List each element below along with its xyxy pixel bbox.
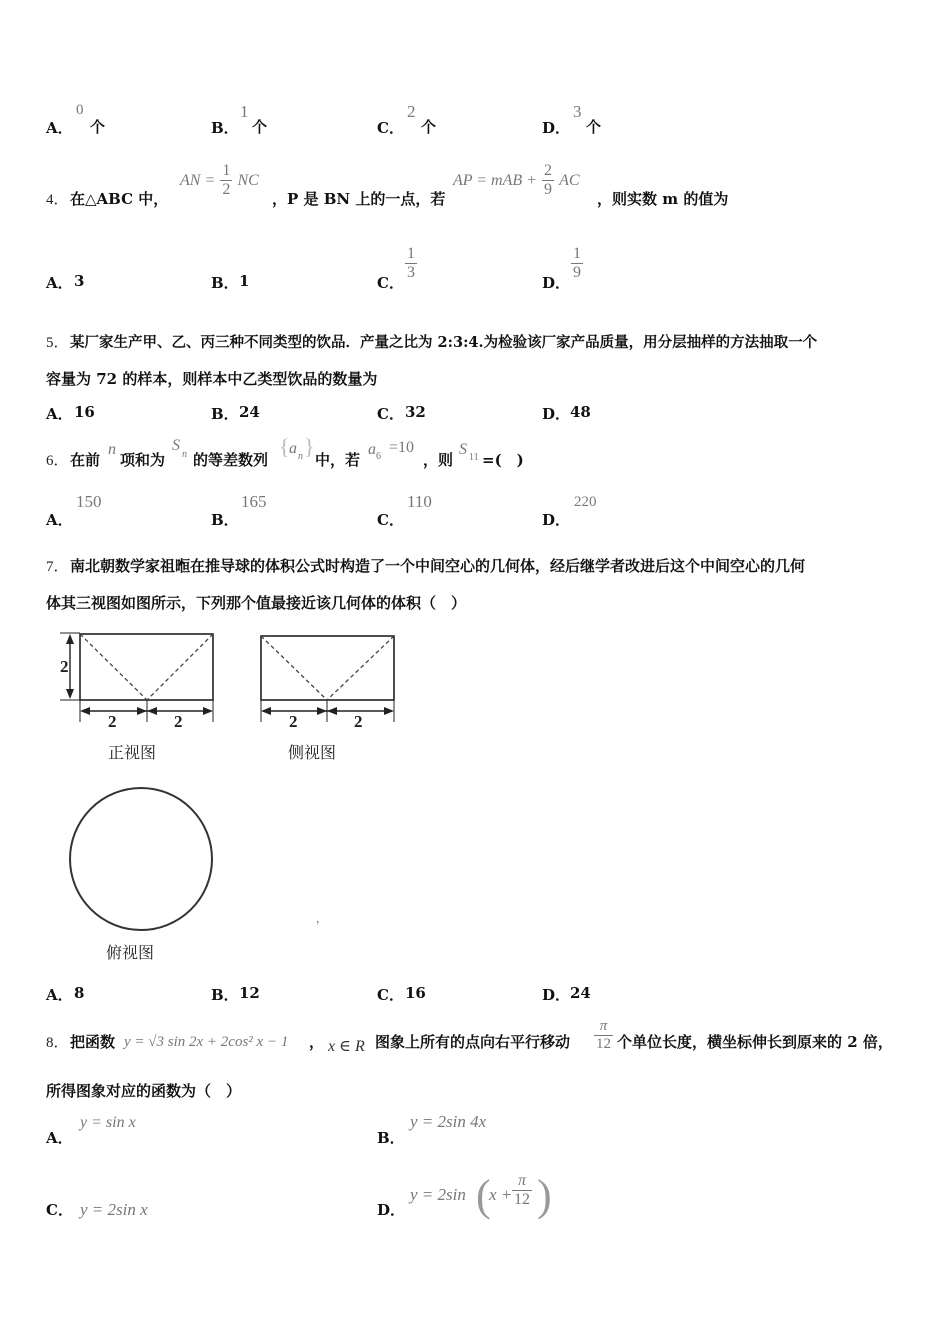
q8-option-d-x: x +: [489, 1185, 513, 1204]
q4-eq2-left: AP = mAB +: [453, 172, 537, 189]
q4-option-d-num: 1: [573, 245, 581, 262]
front-view-width-right: 2: [174, 712, 183, 730]
q7-top-view-caption: 俯视图: [106, 943, 155, 962]
q8-option-a-label: A．: [46, 1129, 73, 1147]
q3-option-d-label: D．: [542, 119, 571, 137]
q4-eq2-den: 9: [544, 181, 553, 198]
q8-text-3: 图象上所有的点向右平行移动: [375, 1033, 571, 1051]
q4-option-c-den: 3: [407, 264, 415, 281]
q4-option-b-value: 1: [239, 272, 250, 290]
q4-option-d-den: 9: [573, 264, 581, 281]
side-view-width-left: 2: [289, 712, 298, 730]
q6-option-d-value: 220: [574, 494, 597, 510]
q7-option-b-label: B．: [211, 986, 239, 1004]
q8-option-c-label: C．: [46, 1201, 73, 1219]
q8-option-c-value: y = 2sin x: [80, 1200, 148, 1219]
q8-option-d-den: 12: [514, 1191, 530, 1208]
q8-option-d-label: D．: [377, 1201, 406, 1219]
q8-option-d-prefix: y = 2sin: [410, 1185, 466, 1204]
q7-line-2: 体其三视图如图所示，下列那个值最接近该几何体的体积（ ）: [46, 594, 467, 612]
q8-shift-den: 12: [596, 1036, 611, 1052]
q6-text-1: 在前: [70, 451, 101, 469]
q6-option-c-label: C．: [377, 511, 404, 529]
q4-equation-2: [453, 162, 580, 199]
front-view-dash-left: [80, 634, 147, 700]
q3-option-b-label: B．: [211, 119, 239, 137]
q4-option-c-fraction: [405, 245, 417, 282]
q7-stray-mark: ，: [316, 912, 327, 925]
q6-n: n: [108, 441, 116, 458]
q5-line-2: 容量为 72 的样本，则样本中乙类型饮品的数量为: [46, 370, 378, 388]
q3-option-a-value: 0: [76, 102, 84, 118]
q7-front-view-caption: 正视图: [108, 743, 157, 762]
front-view-height-label: 2: [60, 657, 69, 676]
q4-text-3: ，则实数 m 的值为: [597, 190, 729, 208]
q4-eq2-right: AC: [559, 172, 580, 189]
q5-option-c-label: C．: [377, 405, 404, 423]
q5-option-d-value: 48: [570, 403, 591, 421]
q7-top-view: [66, 784, 218, 936]
front-view-dash-right: [147, 634, 213, 700]
q7-number: 7．: [46, 559, 69, 575]
q4-eq2-fraction: [542, 162, 554, 199]
q5-option-a-label: A．: [46, 405, 73, 423]
q6-a6-sub: 6: [376, 451, 381, 462]
q8-option-d-num: π: [512, 1172, 532, 1191]
q4-eq2-num: 2: [544, 162, 553, 179]
q6-option-c-value: 110: [407, 492, 432, 511]
q8-text-4: 个单位长度，横坐标伸长到原来的 2 倍，: [617, 1033, 893, 1051]
q6-an-sub: n: [298, 451, 303, 462]
q6-number: 6．: [46, 453, 69, 469]
q7-front-view: [56, 630, 221, 730]
q5-line-1: 某厂家生产甲、乙、丙三种不同类型的饮品．产量之比为 2:3:4.为检验该厂家产品质量，用分层抽样的方法抽取一个: [70, 334, 818, 351]
q8-domain: x ∈ R: [328, 1038, 365, 1055]
q6-sn-sub: n: [182, 449, 187, 460]
q8-function: y = √3 sin 2x + 2cos² x − 1: [124, 1034, 289, 1050]
q3-option-d-unit: 个: [586, 118, 602, 136]
q4-number: 4．: [46, 192, 69, 208]
q5-option-c-value: 32: [405, 403, 426, 421]
q3-option-c-label: C．: [377, 119, 404, 137]
q7-line-1: 南北朝数学家祖暅在推导球的体积公式时构造了一个中间空心的几何体，经后继学者改进后这个中间空心的几何: [70, 557, 806, 575]
side-view-width-right: 2: [354, 712, 363, 730]
q6-a6-value: =10: [389, 439, 415, 456]
q6-option-d-label: D．: [542, 511, 571, 529]
q6-s11-sub: 11: [469, 452, 479, 463]
q6-text-2: 项和为: [120, 451, 166, 469]
q7-option-d-value: 24: [570, 984, 591, 1002]
q4-option-c-num: 1: [407, 245, 415, 262]
q4-eq1-num: 1: [222, 162, 231, 179]
q7-option-d-label: D．: [542, 986, 571, 1004]
q8-shift-fraction: [594, 1018, 613, 1053]
q4-eq1-right: NC: [237, 172, 259, 189]
q4-text-1: 在△ABC 中，: [70, 190, 169, 208]
q7-side-view: [255, 630, 405, 730]
q4-eq1-den: 2: [222, 181, 231, 198]
q3-option-c-value: 2: [407, 102, 416, 121]
q8-shift-num: π: [594, 1018, 613, 1036]
front-view-rect: [80, 634, 213, 700]
q8-option-b-label: B．: [377, 1129, 405, 1147]
q5-option-a-value: 16: [74, 403, 95, 421]
q7-option-c-value: 16: [405, 984, 426, 1002]
side-view-rect: [261, 636, 394, 700]
q4-option-b-label: B．: [211, 274, 239, 292]
q8-text-2: ，: [309, 1033, 325, 1051]
q3-option-a-unit: 个: [90, 118, 106, 136]
q5-option-b-value: 24: [239, 403, 260, 421]
q6-option-b-label: B．: [211, 511, 239, 529]
top-view-circle: [70, 788, 212, 930]
q8-option-a-value: y = sin x: [80, 1114, 136, 1131]
q8-text-1: 把函数: [70, 1033, 116, 1051]
q4-equation-1: [180, 162, 259, 199]
q6-an: a: [289, 440, 297, 457]
q4-option-d-label: D．: [542, 274, 571, 292]
side-view-dash-left: [261, 636, 327, 700]
q8-number: 8．: [46, 1035, 69, 1051]
q3-option-c-unit: 个: [421, 118, 437, 136]
q8-option-d-fraction: [512, 1172, 532, 1209]
q5-number: 5．: [46, 335, 69, 351]
q7-option-a-label: A．: [46, 986, 73, 1004]
q6-a6: a: [368, 441, 376, 458]
q6-sn: S: [172, 437, 180, 454]
q7-option-b-value: 12: [239, 984, 260, 1002]
q6-text-4: 中，若: [315, 451, 361, 469]
q7-option-a-value: 8: [74, 984, 85, 1002]
q6-text-5: ，则: [423, 451, 454, 469]
q4-text-2: ，P 是 BN 上的一点，若: [272, 190, 446, 208]
q4-option-a-label: A．: [46, 274, 73, 292]
q7-side-view-caption: 侧视图: [288, 743, 337, 762]
q3-option-b-unit: 个: [252, 118, 268, 136]
q8-line-2: 所得图象对应的函数为（ ）: [46, 1082, 242, 1100]
q3-option-b-value: 1: [240, 102, 249, 121]
q4-option-a-value: 3: [74, 272, 85, 290]
q6-option-a-value: 150: [76, 492, 102, 511]
q6-s11: S: [459, 441, 467, 458]
q5-option-b-label: B．: [211, 405, 239, 423]
q6-text-3: 的等差数列: [193, 451, 269, 469]
q4-eq1-fraction: [220, 162, 232, 199]
q3-option-a-label: A．: [46, 119, 73, 137]
side-view-dash-right: [327, 636, 394, 700]
q7-option-c-label: C．: [377, 986, 404, 1004]
q4-option-d-fraction: [571, 245, 583, 282]
q5-option-d-label: D．: [542, 405, 571, 423]
q6-text-6: =( ): [482, 451, 524, 469]
q3-option-d-value: 3: [573, 102, 582, 121]
q8-option-b-value: y = 2sin 4x: [410, 1112, 487, 1131]
q4-option-c-label: C．: [377, 274, 404, 292]
front-view-width-left: 2: [108, 712, 117, 730]
q6-option-b-value: 165: [241, 492, 267, 511]
q4-eq1-left: AN =: [180, 172, 216, 189]
q6-option-a-label: A．: [46, 511, 73, 529]
